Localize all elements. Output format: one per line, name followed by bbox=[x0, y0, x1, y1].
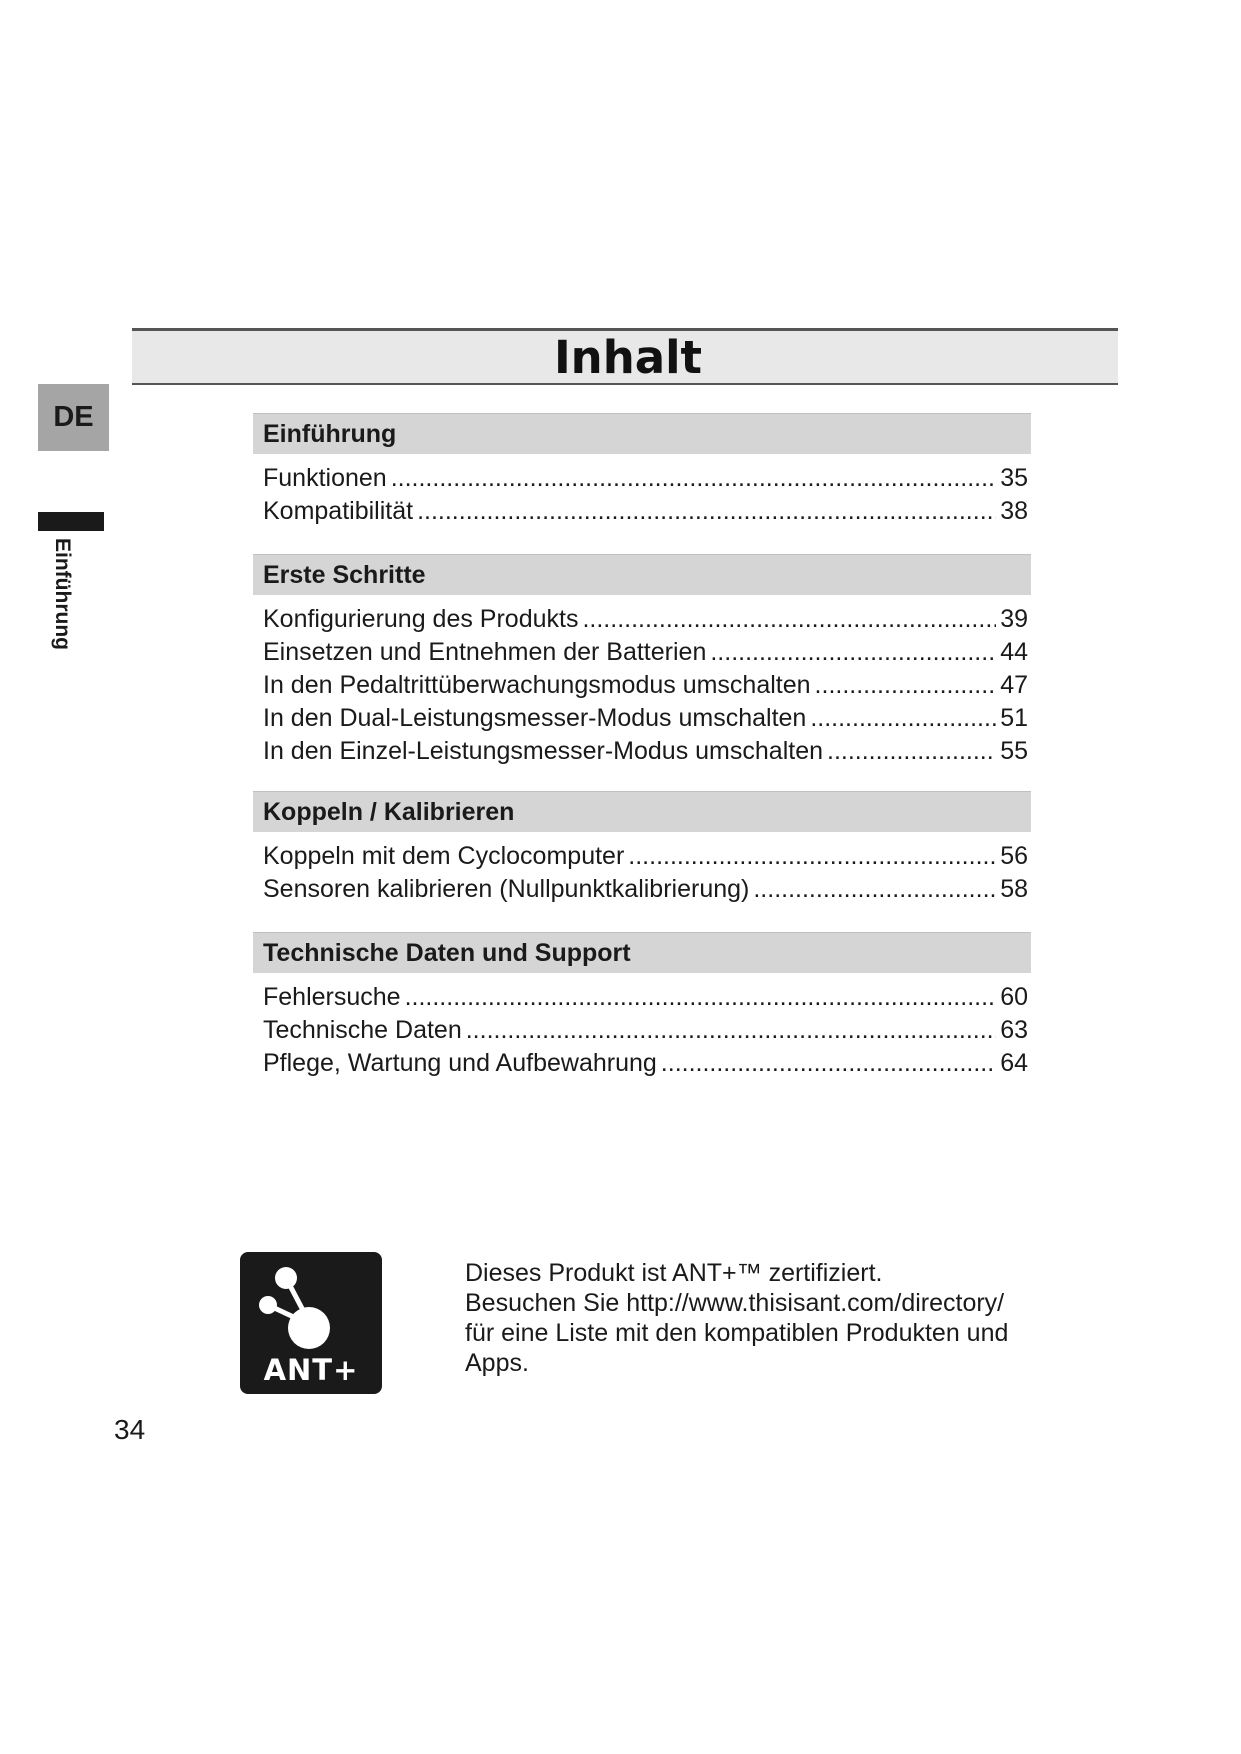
dot-leader bbox=[753, 873, 996, 906]
toc-section-koppeln-kalibrieren bbox=[253, 791, 1031, 906]
toc-entry[interactable] bbox=[263, 702, 1028, 735]
dot-leader bbox=[710, 636, 996, 669]
toc-entry-page: 39 bbox=[1000, 605, 1028, 633]
toc-entry-list bbox=[263, 840, 1028, 906]
toc-entry-page: 51 bbox=[1000, 704, 1028, 732]
dot-leader bbox=[815, 669, 997, 702]
toc-entry-label: Technische Daten bbox=[263, 1016, 462, 1044]
toc-entry-label: Koppeln mit dem Cyclocomputer bbox=[263, 842, 625, 870]
toc-entry-page: 56 bbox=[1000, 842, 1028, 870]
dot-leader bbox=[628, 840, 996, 873]
toc-entry-page: 47 bbox=[1000, 671, 1028, 699]
toc-entry-label: Funktionen bbox=[263, 464, 387, 492]
toc-entry[interactable] bbox=[263, 1047, 1028, 1080]
toc-entry[interactable] bbox=[263, 669, 1028, 702]
toc-entry-page: 58 bbox=[1000, 875, 1028, 903]
toc-entry[interactable] bbox=[263, 462, 1028, 495]
toc-entry[interactable] bbox=[263, 495, 1028, 528]
ant-note-line: Apps. bbox=[465, 1349, 529, 1377]
page-number: 34 bbox=[114, 1414, 146, 1445]
ant-logo-text: ANT+ bbox=[263, 1353, 359, 1387]
page-title: Inhalt bbox=[553, 331, 703, 384]
toc-entry[interactable] bbox=[263, 603, 1028, 636]
page-title-bar bbox=[132, 328, 1118, 385]
toc-section-erste-schritte bbox=[253, 554, 1031, 768]
toc-entry[interactable] bbox=[263, 873, 1028, 906]
toc-entry[interactable] bbox=[263, 840, 1028, 873]
toc-entry-page: 38 bbox=[1000, 497, 1028, 525]
toc-entry[interactable] bbox=[263, 981, 1028, 1014]
section-header: Technische Daten und Support bbox=[253, 932, 1031, 973]
dot-leader bbox=[417, 495, 996, 528]
dot-leader bbox=[661, 1047, 996, 1080]
ant-certification-note bbox=[465, 1258, 1085, 1378]
dot-leader bbox=[405, 981, 997, 1014]
toc-entry-page: 63 bbox=[1000, 1016, 1028, 1044]
toc-entry-page: 35 bbox=[1000, 464, 1028, 492]
ant-note-line: Dieses Produkt ist ANT+™ zertifiziert. bbox=[465, 1259, 883, 1287]
side-chapter-label: Einführung bbox=[51, 538, 74, 650]
ant-note-line: für eine Liste mit den kompatiblen Produkten und bbox=[465, 1319, 1009, 1347]
dot-leader bbox=[810, 702, 996, 735]
dot-leader bbox=[827, 735, 996, 768]
toc-entry-label: Fehlersuche bbox=[263, 983, 401, 1011]
toc-entry-list bbox=[263, 603, 1028, 768]
toc-entry-label: Kompatibilität bbox=[263, 497, 414, 525]
ant-plus-logo bbox=[240, 1252, 382, 1394]
toc-section-einfuehrung bbox=[253, 413, 1031, 528]
dot-leader bbox=[582, 603, 996, 636]
section-header: Erste Schritte bbox=[253, 554, 1031, 595]
toc-entry[interactable] bbox=[263, 735, 1028, 768]
language-tab: DE bbox=[38, 384, 109, 451]
ant-note-line: Besuchen Sie http://www.thisisant.com/directory/ bbox=[465, 1289, 1005, 1317]
toc-entry[interactable] bbox=[263, 636, 1028, 669]
toc-entry-page: 60 bbox=[1000, 983, 1028, 1011]
toc-entry-label: Konfigurierung des Produkts bbox=[263, 605, 579, 633]
toc-entry[interactable] bbox=[263, 1014, 1028, 1047]
toc-entry-label: In den Einzel-Leistungsmesser-Modus umschalten bbox=[263, 737, 823, 765]
toc-entry-label: Einsetzen und Entnehmen der Batterien bbox=[263, 638, 707, 666]
dot-leader bbox=[466, 1014, 996, 1047]
dot-leader bbox=[391, 462, 996, 495]
toc-entry-label: Pflege, Wartung und Aufbewahrung bbox=[263, 1049, 657, 1077]
toc-entry-page: 44 bbox=[1000, 638, 1028, 666]
toc-entry-page: 64 bbox=[1000, 1049, 1028, 1077]
toc-entry-label: In den Pedaltrittüberwachungsmodus umschalten bbox=[263, 671, 811, 699]
toc-entry-list bbox=[263, 462, 1028, 528]
side-marker bbox=[38, 512, 104, 531]
toc-entry-list bbox=[263, 981, 1028, 1080]
toc-entry-label: In den Dual-Leistungsmesser-Modus umschalten bbox=[263, 704, 807, 732]
toc-section-technische-daten bbox=[253, 932, 1031, 1080]
toc-entry-label: Sensoren kalibrieren (Nullpunktkalibrierung) bbox=[263, 875, 750, 903]
section-header: Koppeln / Kalibrieren bbox=[253, 791, 1031, 832]
section-header: Einführung bbox=[253, 413, 1031, 454]
toc-entry-page: 55 bbox=[1000, 737, 1028, 765]
